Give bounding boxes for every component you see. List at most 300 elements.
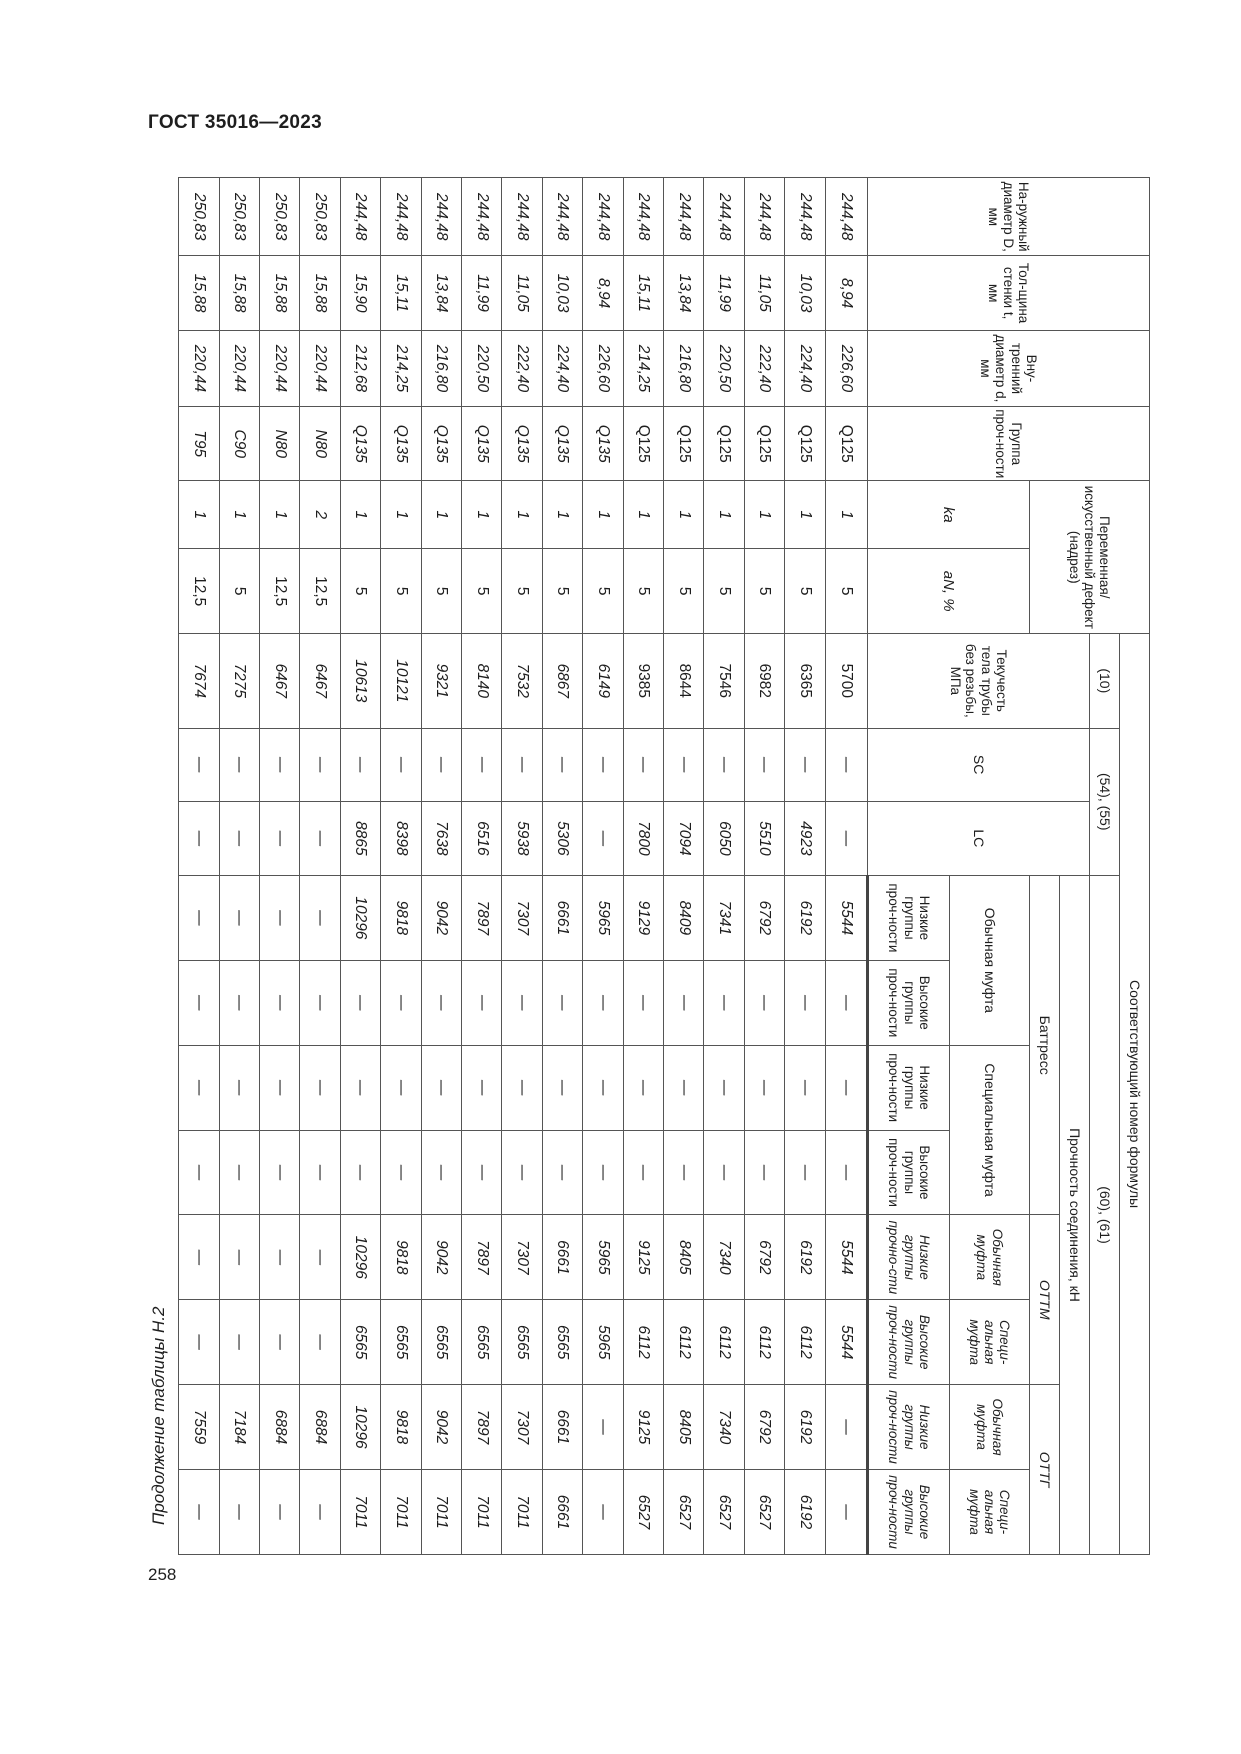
table-cell: 5 — [704, 549, 744, 634]
table-cell: 6565 — [381, 1300, 421, 1385]
table-cell: 1 — [219, 481, 259, 549]
table-cell: 1 — [583, 481, 623, 549]
table-cell: 6527 — [664, 1469, 704, 1554]
table-cell: — — [259, 1215, 299, 1300]
table-cell: 1 — [664, 481, 704, 549]
table-cell: 6527 — [744, 1469, 784, 1554]
table-cell: 6565 — [462, 1300, 502, 1385]
table-cell: — — [179, 801, 220, 875]
table-row — [785, 178, 825, 1555]
table-cell: — — [704, 960, 744, 1045]
table-cell: — — [259, 1300, 299, 1385]
table-cell: 6149 — [583, 634, 623, 728]
table-cell: — — [623, 960, 663, 1045]
table-cell: — — [744, 728, 784, 801]
table-cell: — — [179, 1130, 220, 1215]
table-cell: — — [179, 1045, 220, 1130]
document-header: ГОСТ 35016—2023 — [148, 112, 323, 133]
table-cell: 8409 — [664, 875, 704, 960]
table-cell: 7638 — [421, 801, 461, 875]
table-cell: 5544 — [825, 1300, 867, 1385]
table-cell: — — [583, 960, 623, 1045]
table-row — [340, 178, 380, 1555]
table-cell: — — [259, 875, 299, 960]
table-cell: — — [179, 875, 220, 960]
table-row — [300, 178, 340, 1555]
table-cell: 226,60 — [825, 330, 867, 406]
table-cell: 15,90 — [340, 256, 380, 330]
table-cell: — — [421, 1045, 461, 1130]
table-cell: 222,40 — [744, 330, 784, 406]
table-cell: — — [219, 1130, 259, 1215]
table-row — [219, 178, 259, 1555]
table-cell: 9385 — [623, 634, 663, 728]
table-row — [179, 178, 220, 1555]
table-cell: 250,83 — [179, 178, 220, 256]
table-cell: — — [462, 1130, 502, 1215]
table-cell: 6792 — [744, 875, 784, 960]
header-inner-diameter: Вну-тренний диаметр d, мм — [868, 330, 1150, 406]
table-cell: 5 — [381, 549, 421, 634]
header-ottm-special: Специ-альная муфта — [950, 1300, 1030, 1385]
table-row — [502, 178, 542, 1555]
table-cell: 7800 — [623, 801, 663, 875]
table-cell: — — [704, 728, 744, 801]
table-cell: — — [300, 728, 340, 801]
table-cell: 220,44 — [219, 330, 259, 406]
table-cell: 11,05 — [744, 256, 784, 330]
table-cell: 5 — [462, 549, 502, 634]
table-cell: — — [179, 960, 220, 1045]
table-cell: 250,83 — [300, 178, 340, 256]
table-cell: 6112 — [785, 1300, 825, 1385]
table-cell: — — [744, 960, 784, 1045]
table-cell: 8398 — [381, 801, 421, 875]
table-cell: — — [179, 1215, 220, 1300]
table-cell: 244,48 — [825, 178, 867, 256]
table-cell: 9042 — [421, 1385, 461, 1470]
table-cell: 1 — [381, 481, 421, 549]
table-continuation-caption: Продолжение таблицы Н.2 — [149, 1306, 168, 1525]
table-cell: 5 — [623, 549, 663, 634]
table-cell: 222,40 — [502, 330, 542, 406]
table-cell: 7532 — [502, 634, 542, 728]
table-cell: — — [542, 728, 582, 801]
table-cell: 5544 — [825, 1215, 867, 1300]
table-cell: 1 — [179, 481, 220, 549]
table-cell: — — [785, 1130, 825, 1215]
header-buttress-regular-high: Высокие группы проч-ности — [868, 960, 950, 1045]
table-cell: — — [825, 960, 867, 1045]
table-cell: — — [421, 1130, 461, 1215]
table-cell: 8405 — [664, 1215, 704, 1300]
table-cell: 212,68 — [340, 330, 380, 406]
table-cell: 8405 — [664, 1385, 704, 1470]
table-cell: 244,48 — [704, 178, 744, 256]
table-cell: 10296 — [340, 875, 380, 960]
table-cell: 5 — [421, 549, 461, 634]
header-ottm-low: Низкие группы прочно-сти — [868, 1215, 950, 1300]
header-ottg-special: Специ-альная муфта — [950, 1469, 1030, 1554]
table-cell: Q135 — [583, 407, 623, 481]
table-cell: Q135 — [381, 407, 421, 481]
table-cell: 4923 — [785, 801, 825, 875]
table-cell: — — [381, 960, 421, 1045]
table-cell: — — [219, 728, 259, 801]
table-cell: 1 — [704, 481, 744, 549]
table-cell: 220,50 — [704, 330, 744, 406]
table-cell: 9818 — [381, 1215, 421, 1300]
table-cell: 5 — [744, 549, 784, 634]
table-cell: 6661 — [542, 875, 582, 960]
table-cell: 244,48 — [664, 178, 704, 256]
table-cell: 1 — [825, 481, 867, 549]
header-ka: ka — [868, 481, 1030, 549]
table-cell: — — [583, 1469, 623, 1554]
table-cell: 5965 — [583, 1215, 623, 1300]
table-cell: 7011 — [462, 1469, 502, 1554]
table-row — [542, 178, 582, 1555]
table-cell: 6112 — [623, 1300, 663, 1385]
table-cell: 8,94 — [825, 256, 867, 330]
table-row — [825, 178, 867, 1555]
table-cell: 224,40 — [542, 330, 582, 406]
table-cell: 244,48 — [785, 178, 825, 256]
table-cell: — — [542, 960, 582, 1045]
table-cell: — — [259, 960, 299, 1045]
table-cell: Q135 — [340, 407, 380, 481]
table-cell: — — [179, 1469, 220, 1554]
table-cell: 15,88 — [179, 256, 220, 330]
table-cell: — — [300, 1045, 340, 1130]
table-cell: — — [259, 1045, 299, 1130]
table-cell: Q135 — [462, 407, 502, 481]
table-cell: 8140 — [462, 634, 502, 728]
header-buttress-special: Специальная муфта — [950, 1045, 1030, 1215]
table-cell: — — [179, 1300, 220, 1385]
table-cell: 6467 — [300, 634, 340, 728]
table-cell: 5 — [502, 549, 542, 634]
table-cell: — — [825, 801, 867, 875]
table-cell: 7011 — [340, 1469, 380, 1554]
table-cell: 11,99 — [462, 256, 502, 330]
header-outer-diameter: На-ружный диаметр D, мм — [868, 178, 1150, 256]
table-cell: 1 — [421, 481, 461, 549]
table-cell: — — [583, 801, 623, 875]
table-cell: 6192 — [785, 1469, 825, 1554]
table-cell: — — [421, 960, 461, 1045]
page-number: 258 — [148, 1565, 177, 1584]
table-cell: Q125 — [704, 407, 744, 481]
table-cell: 6661 — [542, 1215, 582, 1300]
table-cell: 6867 — [542, 634, 582, 728]
table-cell: 12,5 — [179, 549, 220, 634]
table-cell: 6112 — [664, 1300, 704, 1385]
table-cell: 13,84 — [421, 256, 461, 330]
table-cell: — — [219, 1215, 259, 1300]
table-cell: 7341 — [704, 875, 744, 960]
rotated-table-wrapper — [178, 177, 1150, 1555]
table-cell: — — [219, 960, 259, 1045]
header-yield-body: Текучесть тела трубы без резьбы, МПа — [868, 634, 1090, 728]
table-cell: — — [219, 1300, 259, 1385]
table-cell: — — [744, 1130, 784, 1215]
table-cell: 6565 — [542, 1300, 582, 1385]
table-cell: — — [542, 1130, 582, 1215]
table-cell: — — [623, 1130, 663, 1215]
table-cell: 1 — [462, 481, 502, 549]
table-cell: 6192 — [785, 1385, 825, 1470]
table-cell: 7275 — [219, 634, 259, 728]
header-lc: LC — [868, 801, 1090, 875]
table-cell: 5544 — [825, 875, 867, 960]
table-cell: 7897 — [462, 1215, 502, 1300]
table-row — [583, 178, 623, 1555]
table-cell: — — [785, 1045, 825, 1130]
table-cell: 7307 — [502, 875, 542, 960]
table-cell: 5 — [542, 549, 582, 634]
table-cell: 6365 — [785, 634, 825, 728]
table-cell: — — [340, 1130, 380, 1215]
table-cell: 7011 — [421, 1469, 461, 1554]
table-cell: — — [300, 1300, 340, 1385]
table-cell: — — [259, 801, 299, 875]
table-cell: Q135 — [421, 407, 461, 481]
table-row — [462, 178, 502, 1555]
table-cell: 220,50 — [462, 330, 502, 406]
table-cell: — — [502, 960, 542, 1045]
table-cell: 6982 — [744, 634, 784, 728]
header-defect: Переменная/ искусственный дефект (надрез) — [1030, 481, 1150, 634]
table-cell: — — [664, 728, 704, 801]
table-cell: — — [381, 728, 421, 801]
table-cell: 5 — [785, 549, 825, 634]
table-cell: 224,40 — [785, 330, 825, 406]
table-cell: 8644 — [664, 634, 704, 728]
table-cell: 5965 — [583, 875, 623, 960]
table-cell: 8,94 — [583, 256, 623, 330]
table-cell: 5965 — [583, 1300, 623, 1385]
table-cell: Q135 — [542, 407, 582, 481]
table-cell: 244,48 — [462, 178, 502, 256]
table-cell: 250,83 — [259, 178, 299, 256]
table-cell: 6527 — [623, 1469, 663, 1554]
table-cell: C90 — [219, 407, 259, 481]
table-cell: 6050 — [704, 801, 744, 875]
table-cell: 9818 — [381, 1385, 421, 1470]
table-cell: 6192 — [785, 875, 825, 960]
table-cell: — — [219, 801, 259, 875]
table-cell: — — [259, 1469, 299, 1554]
table-cell: — — [785, 728, 825, 801]
table-cell: 7094 — [664, 801, 704, 875]
table-cell: 6565 — [421, 1300, 461, 1385]
table-cell: 1 — [785, 481, 825, 549]
table-cell: 5 — [664, 549, 704, 634]
table-cell: — — [219, 875, 259, 960]
table-cell: 216,80 — [421, 330, 461, 406]
table-cell: 6467 — [259, 634, 299, 728]
table-cell: 7011 — [381, 1469, 421, 1554]
table-cell: 13,84 — [664, 256, 704, 330]
strength-table — [178, 177, 1150, 1555]
table-cell: 6565 — [502, 1300, 542, 1385]
table-cell: 5510 — [744, 801, 784, 875]
table-cell: 7340 — [704, 1215, 744, 1300]
header-formula-10: (10) — [1090, 634, 1120, 728]
table-cell: 15,11 — [623, 256, 663, 330]
table-cell: 10296 — [340, 1215, 380, 1300]
table-cell: 9129 — [623, 875, 663, 960]
table-cell: 1 — [340, 481, 380, 549]
table-cell: — — [219, 1045, 259, 1130]
table-cell: — — [462, 960, 502, 1045]
table-cell: T95 — [179, 407, 220, 481]
table-cell: 1 — [259, 481, 299, 549]
table-cell: — — [825, 1385, 867, 1470]
table-cell: — — [583, 1045, 623, 1130]
table-cell: — — [502, 1130, 542, 1215]
table-cell: 7559 — [179, 1385, 220, 1470]
table-cell: 9125 — [623, 1385, 663, 1470]
table-cell: 6565 — [340, 1300, 380, 1385]
table-cell: 1 — [623, 481, 663, 549]
table-cell: Q125 — [785, 407, 825, 481]
table-cell: Q125 — [744, 407, 784, 481]
table-cell: 216,80 — [664, 330, 704, 406]
table-cell: 5700 — [825, 634, 867, 728]
table-row — [623, 178, 663, 1555]
header-ottm: ОТТМ — [1030, 1215, 1060, 1385]
header-buttress: Баттресс — [1030, 875, 1060, 1214]
table-cell: — — [340, 960, 380, 1045]
table-cell: 1 — [502, 481, 542, 549]
table-cell: 12,5 — [300, 549, 340, 634]
table-cell: 15,11 — [381, 256, 421, 330]
table-cell: — — [300, 960, 340, 1045]
table-cell: 1 — [744, 481, 784, 549]
table-cell: 7674 — [179, 634, 220, 728]
table-cell: 6661 — [542, 1469, 582, 1554]
table-cell: 6516 — [462, 801, 502, 875]
table-cell: 2 — [300, 481, 340, 549]
table-cell: — — [664, 1130, 704, 1215]
header-formula-number: Соответствующий номер формулы — [1120, 634, 1150, 1555]
table-cell: — — [825, 1045, 867, 1130]
table-cell: 5938 — [502, 801, 542, 875]
table-cell: 9321 — [421, 634, 461, 728]
table-cell: 214,25 — [381, 330, 421, 406]
table-cell: — — [664, 960, 704, 1045]
table-row — [421, 178, 461, 1555]
table-cell: 12,5 — [259, 549, 299, 634]
header-sc: SC — [868, 728, 1090, 801]
table-cell: — — [583, 1130, 623, 1215]
table-cell: 9125 — [623, 1215, 663, 1300]
header-ottg-regular: Обычная муфта — [950, 1385, 1030, 1470]
table-cell: 6884 — [259, 1385, 299, 1470]
table-cell: 10,03 — [542, 256, 582, 330]
table-cell: 7184 — [219, 1385, 259, 1470]
table-cell: 244,48 — [623, 178, 663, 256]
table-cell: 6112 — [744, 1300, 784, 1385]
table-cell: 214,25 — [623, 330, 663, 406]
table-cell: 10121 — [381, 634, 421, 728]
table-cell: 10,03 — [785, 256, 825, 330]
table-cell: 5 — [219, 549, 259, 634]
table-cell: 6792 — [744, 1385, 784, 1470]
table-cell: 244,48 — [542, 178, 582, 256]
table-cell: 7340 — [704, 1385, 744, 1470]
table-cell: — — [462, 1045, 502, 1130]
header-ottg-low: Низкие группы проч-ности — [868, 1385, 950, 1470]
table-cell: 9042 — [421, 1215, 461, 1300]
table-cell: — — [583, 728, 623, 801]
table-cell: — — [381, 1130, 421, 1215]
table-cell: 244,48 — [340, 178, 380, 256]
table-cell: — — [744, 1045, 784, 1130]
header-buttress-special-high: Высокие группы проч-ности — [868, 1130, 950, 1215]
header-buttress-regular-low: Низкие группы проч-ности — [868, 875, 950, 960]
table-cell: — — [219, 1469, 259, 1554]
table-cell: — — [785, 960, 825, 1045]
table-cell: — — [340, 1045, 380, 1130]
table-cell: 220,44 — [300, 330, 340, 406]
table-cell: — — [381, 1045, 421, 1130]
table-row — [664, 178, 704, 1555]
table-cell: 7011 — [502, 1469, 542, 1554]
header-ottg: ОТТГ — [1030, 1385, 1060, 1555]
table-row — [259, 178, 299, 1555]
table-cell: — — [462, 728, 502, 801]
table-cell: 6661 — [542, 1385, 582, 1470]
table-cell: — — [502, 728, 542, 801]
table-cell: Q135 — [502, 407, 542, 481]
table-cell: — — [259, 1130, 299, 1215]
header-formula-60-61: (60), (61) — [1090, 875, 1120, 1554]
header-buttress-regular: Обычная муфта — [950, 875, 1030, 1045]
table-cell: 11,99 — [704, 256, 744, 330]
header-wall-thickness: Тол-щина стенки t, мм — [868, 256, 1150, 330]
table-cell: N80 — [300, 407, 340, 481]
table-cell: 15,88 — [300, 256, 340, 330]
table-cell: 9042 — [421, 875, 461, 960]
table-cell: 10613 — [340, 634, 380, 728]
table-cell: — — [502, 1045, 542, 1130]
header-joint-strength: Прочность соединения, кН — [1060, 875, 1090, 1554]
table-cell: 7307 — [502, 1385, 542, 1470]
table-cell: — — [300, 1469, 340, 1554]
table-cell: 6884 — [300, 1385, 340, 1470]
table-cell: 6792 — [744, 1215, 784, 1300]
table-cell: 9818 — [381, 875, 421, 960]
header-ottm-regular: Обычная муфта — [950, 1215, 1030, 1300]
table-cell: 244,48 — [421, 178, 461, 256]
table-cell: — — [259, 728, 299, 801]
table-cell: 7307 — [502, 1215, 542, 1300]
table-cell: 5 — [583, 549, 623, 634]
table-cell: 244,48 — [502, 178, 542, 256]
table-cell: 244,48 — [381, 178, 421, 256]
table-cell: 1 — [542, 481, 582, 549]
table-cell: 220,44 — [179, 330, 220, 406]
table-cell: — — [542, 1045, 582, 1130]
table-cell: 226,60 — [583, 330, 623, 406]
header-ottm-high: Высокие группы проч-ности — [868, 1300, 950, 1385]
table-cell: — — [623, 1045, 663, 1130]
table-cell: — — [623, 728, 663, 801]
table-cell: — — [179, 728, 220, 801]
